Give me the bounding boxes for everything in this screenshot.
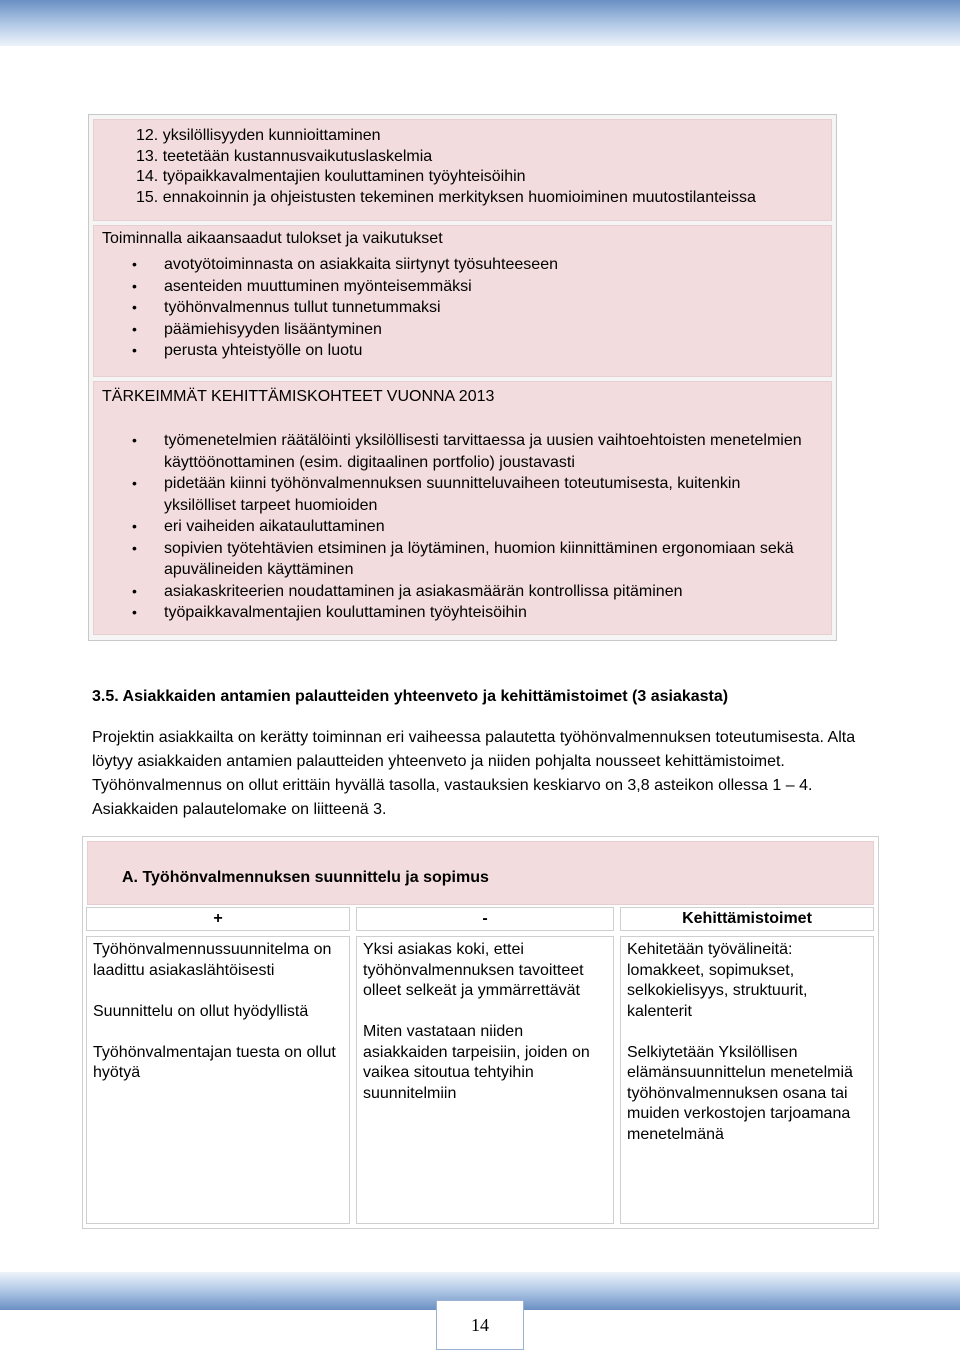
list-item: 15. ennakoinnin ja ohjeistusten tekeminen merkityksen huomioiminen muutostilanteissa xyxy=(136,188,756,206)
plus-column xyxy=(86,936,350,1224)
column-header-actions: Kehittämistoimet xyxy=(620,907,874,931)
development-heading: TÄRKEIMMÄT KEHITTÄMISKOHTEET VUONNA 2013 xyxy=(102,388,495,405)
list-item: 12. yksilöllisyyden kunnioittaminen xyxy=(136,127,381,144)
summary-box xyxy=(88,114,837,641)
list-item: • asenteiden muuttuminen myönteisemmäksi xyxy=(132,276,558,298)
table-cell: Kehitetään työvälineitä: lomakkeet, sopimukset, selkokielisyys, struktuurit, kalenterit xyxy=(627,941,808,1020)
list-item: • työpaikkavalmentajien kouluttaminen työyhteisöihin xyxy=(132,602,802,624)
results-list xyxy=(132,254,558,362)
minus-column xyxy=(356,936,614,1224)
list-item: 13. teetetään kustannusvaikutuslaskelmia xyxy=(136,147,433,165)
development-list xyxy=(132,430,802,624)
list-item: 14. työpaikkavalmentajien kouluttaminen työyhteisöihin xyxy=(136,168,526,185)
list-item: • avotyötoiminnasta on asiakkaita siirtynyt työsuhteeseen xyxy=(132,254,558,276)
list-item: • päämiehisyyden lisääntyminen xyxy=(132,319,558,341)
numbered-list-section xyxy=(93,119,832,221)
header-band xyxy=(0,0,960,46)
list-item: • eri vaiheiden aikatauluttaminen xyxy=(132,516,802,538)
table-cell: Työhönvalmennussuunnitelma on laadittu asiakaslähtöisesti xyxy=(93,941,332,979)
column-header-plus: + xyxy=(86,907,350,931)
list-item: • työhönvalmennus tullut tunnetummaksi xyxy=(132,297,558,319)
table-cell: Yksi asiakas koki, ettei työhönvalmennuksen tavoitteet olleet selkeät ja ymmärrettävät xyxy=(363,941,584,999)
section-paragraph: Projektin asiakkailta on kerätty toiminnan eri vaiheessa palautetta työhönvalmennuksen toteutumisesta. Alta löytyy asiakkaiden antamien palautteiden yhteenveto ja niiden pohjalta nousseet kehittämistoimet. Työhönvalmennus on ollut erittäin hyvällä tasolla, vastauksien keskiarvo on 3,8 asteikon ollessa 1 – 4. Asiakkaiden palautelomake on liitteenä 3. xyxy=(92,729,856,818)
page-number: 14 xyxy=(436,1300,524,1350)
list-item: • perusta yhteistyölle on luotu xyxy=(132,340,558,362)
table-title: A. Työhönvalmennuksen suunnittelu ja sopimus xyxy=(122,869,489,886)
list-item: • työmenetelmien räätälöinti yksilöllisesti tarvittaessa ja uusien vaihtoehtoisten menetelmien käyttöönottaminen (esim. digitaalinen portfolio) joustavasti xyxy=(132,430,802,473)
table-cell: Työhönvalmentajan tuesta on ollut hyötyä xyxy=(93,1043,336,1081)
section-heading: 3.5. Asiakkaiden antamien palautteiden yhteenveto ja kehittämistoimet (3 asiakasta) xyxy=(92,688,729,705)
table-cell: Miten vastataan niiden asiakkaiden tarpeisiin, joiden on vaikea sitoutua tehtyihin suunnitelmiin xyxy=(363,1023,590,1102)
list-item: • pidetään kiinni työhönvalmennuksen suunnitteluvaiheen toteutumisesta, kuitenkin yksilölliset tarpeet huomioiden xyxy=(132,473,802,516)
development-section xyxy=(93,381,832,635)
results-section xyxy=(93,225,832,377)
results-heading: Toiminnalla aikaansaadut tulokset ja vaikutukset xyxy=(102,230,443,247)
table-cell: Selkiytetään Yksilöllisen elämänsuunnittelun menetelmiä työhönvalmennuksen osana tai muiden verkostojen tarjoamana menetelmänä xyxy=(627,1043,853,1143)
table-cell: Suunnittelu on ollut hyödyllistä xyxy=(93,1002,309,1020)
actions-column xyxy=(620,936,874,1224)
list-item: • sopivien työtehtävien etsiminen ja löytäminen, huomion kiinnittäminen ergonomiaan sekä apuvälineiden käyttäminen xyxy=(132,538,802,581)
column-header-minus: - xyxy=(356,907,614,931)
list-item: • asiakaskriteerien noudattaminen ja asiakasmäärän kontrollissa pitäminen xyxy=(132,581,802,603)
table-title-cell xyxy=(87,841,874,905)
numbered-list xyxy=(136,126,756,208)
